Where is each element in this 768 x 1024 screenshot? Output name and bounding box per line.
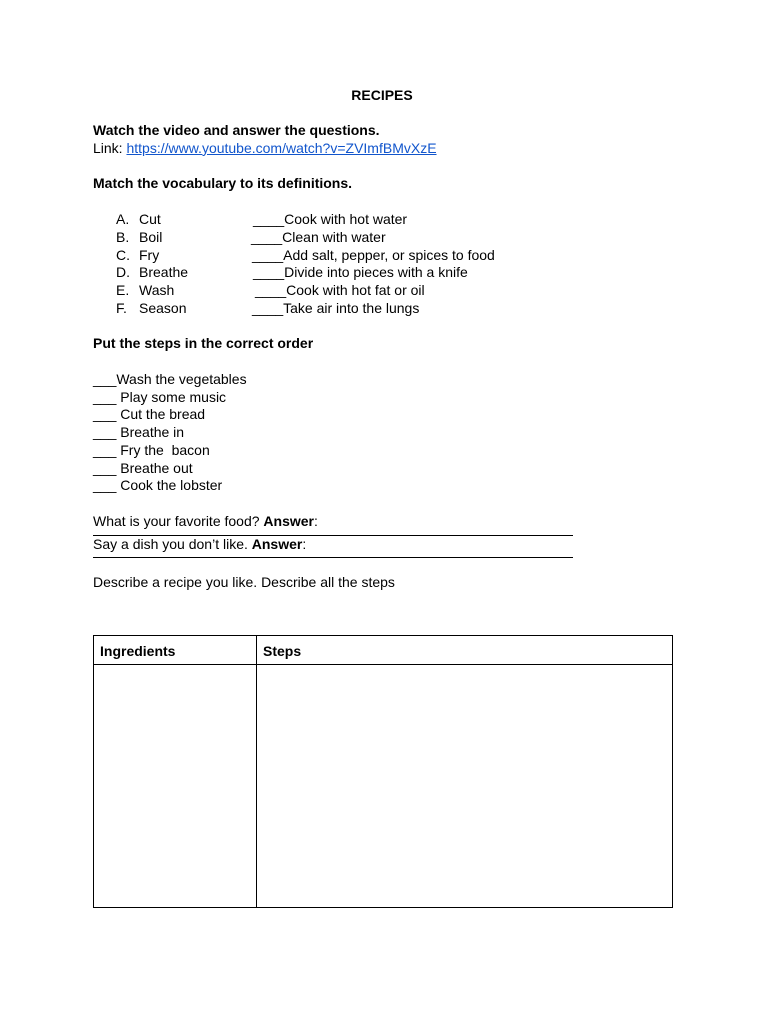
question-disliked-dish: Say a dish you don’t like. Answer:	[93, 535, 307, 552]
vocab-item	[116, 229, 675, 247]
steps-heading: Put the steps in the correct order	[93, 335, 314, 352]
vocab-item	[116, 211, 675, 229]
vocab-list	[116, 211, 675, 317]
table-header-row	[94, 636, 673, 665]
worksheet	[93, 86, 675, 592]
vocab-item	[116, 247, 675, 265]
vocab-word: Cut	[139, 211, 161, 228]
vocab-definition: ____Add salt, pepper, or spices to food	[252, 246, 495, 263]
vocab-letter: B.	[116, 228, 130, 245]
ingredients-header: Ingredients	[94, 636, 257, 665]
vocab-letter: D.	[116, 264, 130, 281]
question-favorite-food: What is your favorite food? Answer:	[93, 512, 318, 529]
step-item: ___Wash the vegetables	[93, 371, 247, 388]
step-item: ___ Fry the bacon	[93, 441, 210, 458]
vocab-item	[116, 300, 675, 318]
vocab-definition: ____Cook with hot water	[253, 211, 408, 228]
steps-cell[interactable]	[257, 665, 673, 908]
vocab-heading: Match the vocabulary to its definitions.	[93, 175, 353, 192]
ingredients-cell[interactable]	[94, 665, 257, 908]
vocab-letter: E.	[116, 281, 130, 298]
vocab-definition: ____Take air into the lungs	[252, 299, 420, 316]
steps-header: Steps	[257, 636, 673, 665]
answer-label: Answer	[263, 512, 314, 529]
step-item: ___ Play some music	[93, 388, 227, 405]
vocab-definition: ____Clean with water	[251, 228, 386, 245]
recipe-table	[93, 635, 673, 908]
vocab-letter: A.	[116, 211, 130, 228]
answer-label: Answer	[251, 535, 303, 552]
step-item: ___ Cut the bread	[93, 406, 206, 423]
vocab-word: Fry	[139, 246, 160, 263]
recipe-prompt: Describe a recipe you like. Describe all the steps	[93, 574, 395, 591]
vocab-definition: ____Cook with hot fat or oil	[255, 281, 425, 298]
link-label: Link:	[93, 139, 127, 156]
vocab-item	[116, 282, 675, 300]
vocab-letter: F.	[116, 299, 127, 316]
step-item: ___ Breathe out	[93, 459, 193, 476]
vocab-word: Season	[139, 299, 187, 316]
vocab-definition: ____Divide into pieces with a knife	[253, 264, 468, 281]
vocab-word: Boil	[139, 228, 163, 245]
video-link[interactable]: https://www.youtube.com/watch?v=ZVImfBMvXzE	[126, 139, 437, 156]
video-instruction: Watch the video and answer the questions.	[93, 122, 380, 138]
table-row	[94, 665, 673, 908]
vocab-word: Breathe	[139, 264, 189, 281]
vocab-item	[116, 264, 675, 282]
step-item: ___ Breathe in	[93, 424, 185, 441]
link-line	[93, 140, 675, 158]
vocab-word: Wash	[139, 281, 175, 298]
step-item: ___ Cook the lobster	[93, 477, 223, 494]
vocab-letter: C.	[116, 246, 130, 263]
steps-list	[93, 371, 675, 495]
page-title: RECIPES	[351, 87, 413, 103]
